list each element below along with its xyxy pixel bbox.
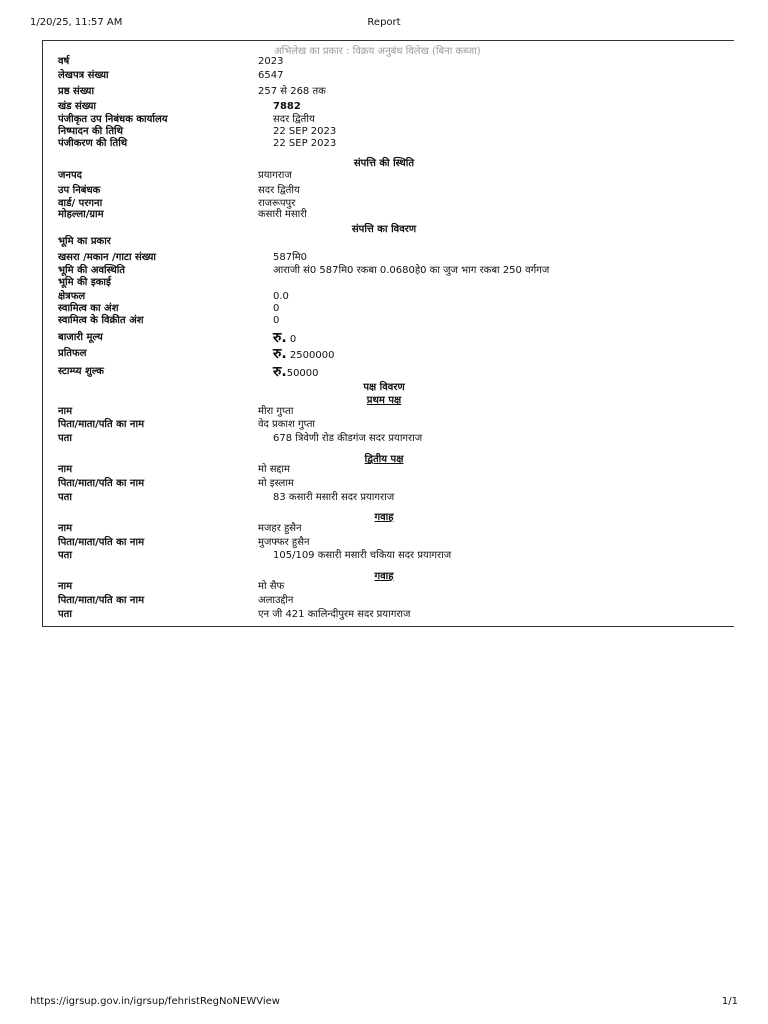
field-value: 7882 xyxy=(273,101,301,112)
field-label: पता xyxy=(58,433,72,444)
field-value: कसारी मसारी xyxy=(258,209,307,220)
field-page-number xyxy=(58,86,718,98)
field-value: अलाउद्दीन xyxy=(258,595,294,606)
party-name xyxy=(58,523,718,535)
party-address xyxy=(58,550,718,562)
field-value: 22 SEP 2023 xyxy=(273,138,337,149)
field-value: आराजी सं0 587मि0 रकबा 0.0680हे0 का जुज भाग रकबा 250 वर्गगज xyxy=(273,265,550,276)
currency-symbol: रु. xyxy=(273,364,287,380)
field-value: 6547 xyxy=(258,70,284,81)
field-land-location xyxy=(58,265,718,277)
field-value: मो सैफ xyxy=(258,581,285,592)
party-heading-witness: गवाह xyxy=(374,571,394,582)
field-volume-number xyxy=(58,101,718,113)
party-heading-first: प्रथम पक्ष xyxy=(366,395,402,406)
field-label: पंजीकृत उप निबंधक कार्यालय xyxy=(58,114,168,125)
party-address xyxy=(58,433,718,445)
field-value: मो सद्दाम xyxy=(258,464,290,475)
field-execution-date xyxy=(58,126,718,138)
currency-symbol: रु. xyxy=(273,330,287,346)
party-name xyxy=(58,406,718,418)
page-number: 1/1 xyxy=(721,996,738,1007)
field-label: खसरा /मकान /गाटा संख्या xyxy=(58,252,157,263)
field-stamp-duty xyxy=(58,366,718,380)
field-label: नाम xyxy=(58,523,73,534)
print-datetime: 1/20/25, 11:57 AM xyxy=(30,17,123,28)
field-value: राजरूपपुर xyxy=(258,198,296,209)
field-label: जनपद xyxy=(58,170,82,181)
party-relation xyxy=(58,537,718,549)
field-registrar-office xyxy=(58,114,718,126)
field-label: नाम xyxy=(58,464,73,475)
field-value: मुजफ्फर हुसैन xyxy=(258,537,310,548)
party-heading-witness: गवाह xyxy=(374,512,394,523)
field-value: सदर द्वितीय xyxy=(258,185,300,196)
field-registration-date xyxy=(58,138,718,150)
field-value: 678 त्रिवेणी रोड कीडगंज सदर प्रयागराज xyxy=(273,433,423,444)
field-label: प्रष्ठ संख्या xyxy=(58,86,95,97)
field-area xyxy=(58,291,718,303)
party-relation xyxy=(58,419,718,431)
page-url: https://igrsup.gov.in/igrsup/fehristRegNoNEWView xyxy=(30,996,280,1007)
field-land-type xyxy=(58,236,718,248)
field-value: वेद प्रकाश गुप्ता xyxy=(258,419,315,430)
field-district xyxy=(58,170,718,182)
field-label: स्वामित्व के विक्रीत अंश xyxy=(58,315,144,326)
section-heading-property-location: संपत्ति की स्थिति xyxy=(353,158,415,169)
field-label: पता xyxy=(58,550,72,561)
field-label: स्वामित्व का अंश xyxy=(58,303,119,314)
field-label: निष्पादन की तिथि xyxy=(58,126,123,137)
party-address xyxy=(58,609,718,621)
field-label: भूमि की इकाई xyxy=(58,277,111,288)
field-label: बाजारी मूल्य xyxy=(58,332,103,343)
party-name xyxy=(58,464,718,476)
party-address xyxy=(58,492,718,504)
field-label: नाम xyxy=(58,406,73,417)
field-market-value xyxy=(58,332,718,346)
field-sub-registrar xyxy=(58,185,718,197)
document-type: अभिलेख का प्रकार : विक्रय अनुबंध विलेख (बिना कब्जा) xyxy=(274,46,481,57)
field-label: वर्ष xyxy=(58,56,70,67)
field-value: 587मि0 xyxy=(273,252,308,263)
field-year xyxy=(58,56,718,68)
field-value: रु. 2500000 xyxy=(273,346,335,362)
field-value: मो इस्लाम xyxy=(258,478,294,489)
field-sold-share xyxy=(58,315,718,327)
field-value: एन जी 421 कालिन्दीपुरम सदर प्रयागराज xyxy=(258,609,411,620)
print-title: Report xyxy=(367,17,401,28)
section-heading-property-details: संपत्ति का विवरण xyxy=(351,224,417,235)
field-locality xyxy=(58,209,718,221)
section-heading-parties: पक्ष विवरण xyxy=(363,382,405,393)
field-khasra-number xyxy=(58,252,718,264)
field-value: 83 कसारी मसारी सदर प्रयागराज xyxy=(273,492,395,503)
field-land-unit xyxy=(58,277,718,289)
field-label: भूमि का प्रकार xyxy=(58,236,111,247)
party-relation xyxy=(58,595,718,607)
field-label: प्रतिफल xyxy=(58,348,87,359)
field-consideration xyxy=(58,348,718,362)
field-label: पंजीकरण की तिथि xyxy=(58,138,128,149)
field-label: वार्ड/ परगना xyxy=(58,198,103,209)
field-label: पिता/माता/पति का नाम xyxy=(58,478,145,489)
field-ownership-share xyxy=(58,303,718,315)
currency-symbol: रु. xyxy=(273,346,287,362)
field-value: रु. 0 xyxy=(273,330,297,346)
field-label: पिता/माता/पति का नाम xyxy=(58,419,145,430)
field-label: मोहल्ला/ग्राम xyxy=(58,209,104,220)
field-label: पता xyxy=(58,492,72,503)
field-label: भूमि की अवस्थिति xyxy=(58,265,125,276)
field-value: 257 से 268 तक xyxy=(258,86,326,97)
field-value: प्रयागराज xyxy=(258,170,292,181)
field-label: उप निबंधक xyxy=(58,185,101,196)
field-value: मीरा गुप्ता xyxy=(258,406,294,417)
field-value: 105/109 कसारी मसारी चकिया सदर प्रयागराज xyxy=(273,550,452,561)
party-heading-second: द्वितीय पक्ष xyxy=(364,454,404,465)
print-header xyxy=(0,17,768,31)
party-name xyxy=(58,581,718,593)
field-label: क्षेत्रफल xyxy=(58,291,86,302)
field-value: सदर द्वितीय xyxy=(273,114,315,125)
field-value: मजहर हुसैन xyxy=(258,523,302,534)
field-value: 0.0 xyxy=(273,291,289,302)
field-value: 0 xyxy=(273,315,280,326)
party-relation xyxy=(58,478,718,490)
field-value: 2023 xyxy=(258,56,284,67)
field-label: स्टाम्प्य शुल्क xyxy=(58,366,104,377)
field-label: पिता/माता/पति का नाम xyxy=(58,537,145,548)
field-value: रु.50000 xyxy=(273,364,319,380)
field-label: पिता/माता/पति का नाम xyxy=(58,595,145,606)
field-label: खंड संख्या xyxy=(58,101,97,112)
field-label: पता xyxy=(58,609,72,620)
field-value: 0 xyxy=(273,303,280,314)
field-label: नाम xyxy=(58,581,73,592)
field-label: लेखपत्र संख्या xyxy=(58,70,109,81)
field-document-number xyxy=(58,70,718,82)
field-value: 22 SEP 2023 xyxy=(273,126,337,137)
